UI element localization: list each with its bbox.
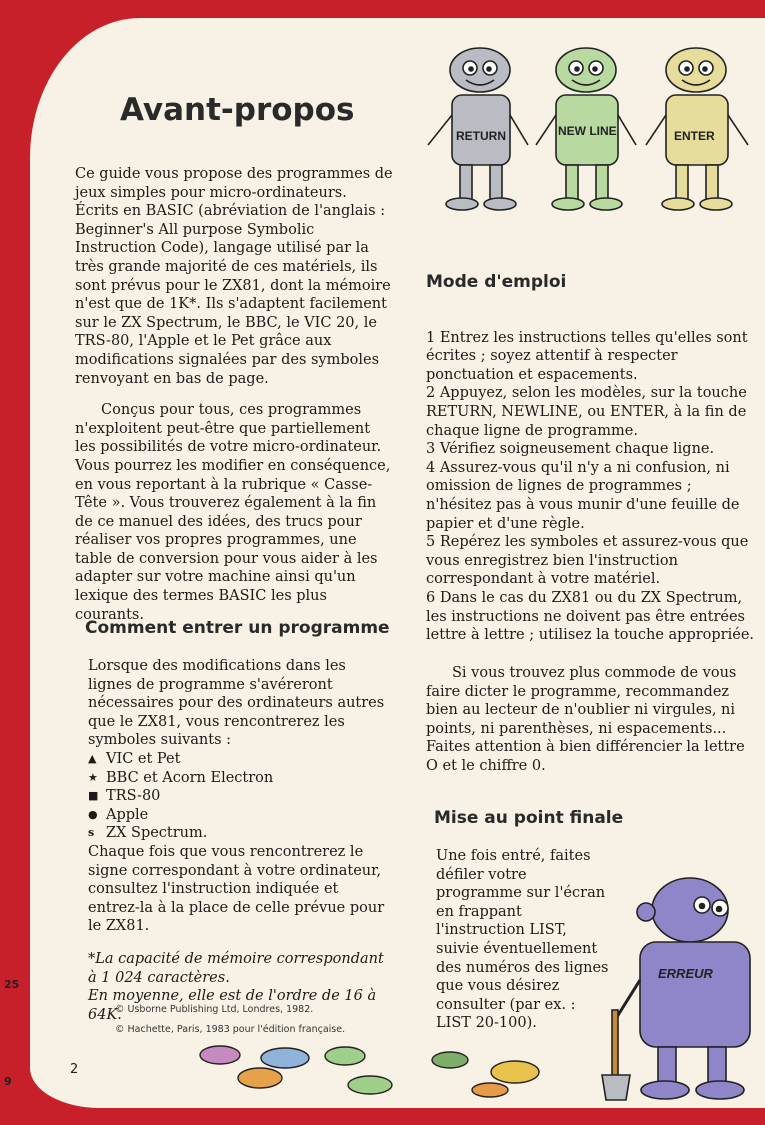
symbol-label: Apple	[106, 806, 149, 823]
comment-entrer-text	[88, 657, 393, 1024]
symbol-list-item	[88, 806, 393, 825]
page-title: Avant-propos	[120, 92, 355, 128]
intro-text	[75, 165, 393, 624]
mise-au-point-paragraph: Une fois entré, faites défiler votre programme sur l'écran en frappant l'instruction LIST, suivie éventuellement des numéros des lignes que vous désirez consulter (par ex. : LIST 20-100).	[436, 848, 609, 1032]
section-heading-mode-emploi: Mode d'emploi	[426, 272, 567, 292]
robot-erreur-illustration	[590, 870, 765, 1105]
mode-emploi-step-list: 1 Entrez les instructions telles qu'elles sont écrites ; soyez attentif à respecter ponctuation et espacements. 2 Appuyez, selon les modèles, sur la touche RETURN, NEWLINE, ou ENTER, à la fin de chaque ligne de programme. 3 Vérifiez soigneusement chaque ligne. 4 Assurez-vous qu'il n'y a ni confusion, ni omission de lignes de programmes ; n'hésitez pas à vous munir d'une feuille de papier et d'une règle. 5 Repérez les symboles et assurez-vous que vous enregistrez bien l'instruction correspondant à votre matériel. 6 Dans le cas du ZX81 ou du ZX Spectrum, les instructions ne doivent pas être entrées lettre à lettre ; utilisez la touche appropriée.	[426, 329, 755, 644]
side-number-bottom: 9	[4, 1075, 12, 1088]
footnote-memory: *La capacité de mémoire correspondant à 1 024 caractères.	[88, 950, 384, 986]
intro-paragraph-2: Conçus pour tous, ces programmes n'exploitent peut-être que partiellement les possibilités de votre micro-ordinateur. Vous pourrez les modifier en conséquence, en vous reportant à la rubrique « Casse-Tête ». Vous trouverez également à la fin de ce manuel des idées, des trucs pour réaliser vos propres programmes, une table de conversion pour vous aider à les adapter sur votre machine ainsi qu'un lexique des termes BASIC les plus courants.	[75, 402, 391, 623]
symbol-label: VIC et Pet	[106, 750, 181, 767]
symbol-list-item	[88, 787, 393, 806]
robot-newline-label: NEW LINE	[558, 124, 617, 138]
square-icon: ■	[88, 789, 99, 803]
robot-enter-label: ENTER	[674, 129, 715, 143]
symbol-label: TRS-80	[106, 788, 161, 805]
triangle-icon: ▲	[88, 751, 97, 765]
page-number: 2	[70, 1062, 79, 1077]
copyright-usborne: © Usborne Publishing Ltd, Londres, 1982.	[115, 1004, 314, 1015]
mise-au-point-text	[436, 847, 614, 1033]
symbol-label: BBC et Acorn Electron	[106, 769, 274, 786]
robot-erreur-label: ERREUR	[658, 966, 713, 981]
comment-entrer-paragraph-2: Chaque fois que vous rencontrerez le signe correspondant à votre ordinateur, consultez l'instruction indiquée et entrez-la à la place de celle prévue pour le ZX81.	[88, 843, 385, 935]
symbol-list-item	[88, 769, 393, 788]
robot-return-label: RETURN	[456, 129, 506, 143]
crabs-decoration	[190, 1030, 590, 1100]
mode-emploi-steps	[426, 310, 756, 663]
symbol-label: ZX Spectrum.	[106, 825, 208, 842]
symbol-list-item	[88, 824, 393, 843]
side-number-top: 25	[4, 978, 20, 991]
circle-icon: ●	[88, 807, 98, 821]
dicter-paragraph: Si vous trouvez plus commode de vous faire dicter le programme, recommandez bien au lecteur de n'oublier ni virgules, ni points, ni parenthèses, ni espacements... Faites attention à bien différencier la lettre O et le chiffre 0.	[426, 665, 745, 774]
letter-s-icon: s	[88, 826, 95, 840]
section-heading-mise-au-point: Mise au point finale	[434, 808, 624, 828]
footnote-average: En moyenne, elle est de l'ordre de 16 à 64K.	[88, 988, 377, 1023]
intro-paragraph-1: Ce guide vous propose des programmes de jeux simples pour micro-ordinateurs. Écrits en BASIC (abréviation de l'anglais : Beginner's All purpose Symbolic Instruction Code), langage utilisé par la très grande majorité de ces matériels, ils sont prévus pour le ZX81, dont la mémoire n'est que de 1K*. Ils s'adaptent facilement sur le ZX Spectrum, le BBC, le VIC 20, le TRS-80, l'Apple et le Pet grâce aux modifications signalées par des symboles renvoyant en bas de page.	[75, 166, 393, 387]
copyright-hachette: © Hachette, Paris, 1983 pour l'édition française.	[115, 1024, 346, 1035]
symbol-list	[88, 750, 393, 843]
comment-entrer-paragraph-1: Lorsque des modifications dans les lignes de programme s'avéreront nécessaires pour des ordinateurs autres que le ZX81, vous rencontrerez les symboles suivants :	[88, 658, 385, 749]
symbol-list-item	[88, 750, 393, 769]
star-icon: ★	[88, 770, 98, 784]
robots-illustration	[418, 40, 765, 220]
section-heading-comment-entrer: Comment entrer un programme	[85, 618, 390, 638]
dicter-text	[426, 664, 756, 776]
